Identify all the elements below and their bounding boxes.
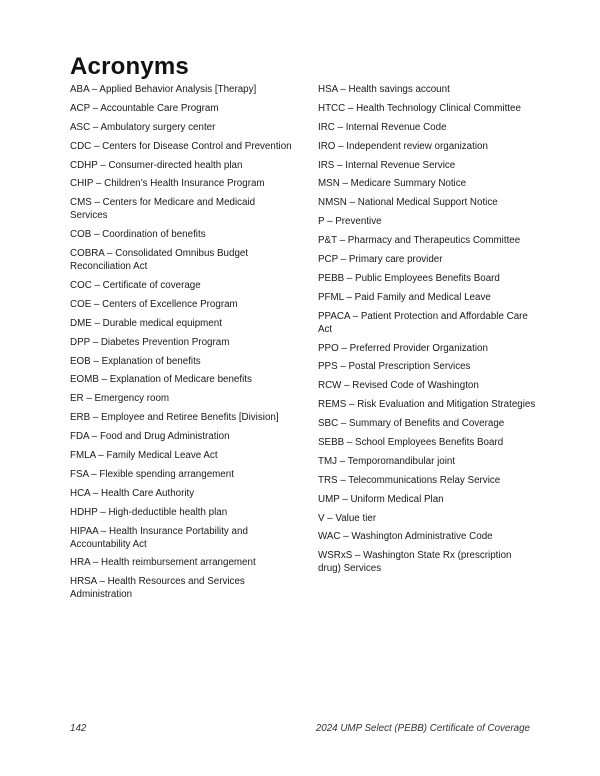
acronym-entry: MSN – Medicare Summary Notice: [318, 178, 467, 190]
acronym-entry: RCW – Revised Code of Washington: [318, 380, 479, 392]
acronym-entry: WAC – Washington Administrative Code: [318, 531, 493, 543]
acronym-entry: SBC – Summary of Benefits and Coverage: [318, 418, 505, 430]
acronym-entry: DPP – Diabetes Prevention Program: [70, 336, 230, 348]
acronym-entry: CHIP – Children’s Health Insurance Program: [70, 178, 265, 190]
page-title: Acronyms: [70, 53, 189, 80]
acronym-entry: HDHP – High-deductible health plan: [70, 506, 228, 518]
acronym-entry: COE – Centers of Excellence Program: [70, 298, 238, 310]
acronym-entry: ERB – Employee and Retiree Benefits [Division]: [70, 412, 279, 424]
acronym-entry: V – Value tier: [318, 512, 377, 524]
acronym-entry: HIPAA – Health Insurance Portability and Accountability Act: [70, 525, 248, 550]
acronym-entry: TMJ – Temporomandibular joint: [318, 455, 456, 467]
acronym-entry: HSA – Health savings account: [318, 84, 450, 95]
acronym-entry: FMLA – Family Medical Leave Act: [70, 450, 218, 462]
acronym-entry: CMS – Centers for Medicare and Medicaid Services: [70, 197, 256, 222]
acronym-entry: ER – Emergency room: [70, 393, 170, 405]
acronym-entry: IRS – Internal Revenue Service: [318, 159, 456, 171]
acronym-entry: CDC – Centers for Disease Control and Prevention: [70, 140, 292, 152]
acronym-entry: ABA – Applied Behavior Analysis [Therapy]: [70, 84, 257, 95]
acronym-entry: COC – Certificate of coverage: [70, 280, 201, 292]
acronym-entry: P – Preventive: [318, 216, 382, 228]
acronym-entry: PCP – Primary care provider: [318, 254, 443, 266]
acronym-entry: PPACA – Patient Protection and Affordable Care Act: [318, 310, 528, 335]
acronym-entry: PPS – Postal Prescription Services: [318, 361, 471, 373]
acronym-entry: HTCC – Health Technology Clinical Committee: [318, 102, 521, 114]
acronym-entry: UMP – Uniform Medical Plan: [318, 493, 444, 505]
acronym-entry: HRA – Health reimbursement arrangement: [70, 557, 256, 569]
acronym-entry: PPO – Preferred Provider Organization: [318, 342, 488, 354]
acronym-entry: REMS – Risk Evaluation and Mitigation Strategies: [318, 399, 536, 411]
acronym-entry: WSRxS – Washington State Rx (prescription drug) Services: [318, 550, 512, 575]
acronym-entry: PEBB – Public Employees Benefits Board: [318, 272, 500, 284]
acronym-entry: FSA – Flexible spending arrangement: [70, 468, 234, 480]
acronym-entry: COB – Coordination of benefits: [70, 229, 206, 241]
acronym-entry: ACP – Accountable Care Program: [70, 102, 219, 114]
acronym-entry: COBRA – Consolidated Omnibus Budget Reconciliation Act: [70, 248, 249, 273]
page-number: 142: [70, 723, 87, 734]
acronym-entry: IRC – Internal Revenue Code: [318, 121, 447, 133]
acronym-entry: CDHP – Consumer-directed health plan: [70, 159, 243, 171]
acronym-entry: PFML – Paid Family and Medical Leave: [318, 291, 491, 303]
acronym-entry: P&T – Pharmacy and Therapeutics Committee: [318, 235, 521, 247]
acronym-entry: NMSN – National Medical Support Notice: [318, 197, 498, 209]
acronym-entry: DME – Durable medical equipment: [70, 317, 222, 329]
acronym-entry: EOMB – Explanation of Medicare benefits: [70, 374, 252, 386]
acronym-list-right: [318, 83, 536, 581]
acronym-entry: ASC – Ambulatory surgery center: [70, 121, 216, 133]
document-title: 2024 UMP Select (PEBB) Certificate of Coverage: [315, 723, 530, 734]
acronym-entry: HRSA – Health Resources and Services Administration: [70, 576, 245, 601]
acronym-entry: SEBB – School Employees Benefits Board: [318, 437, 504, 449]
acronym-list-left: [70, 83, 292, 607]
acronym-entry: IRO – Independent review organization: [318, 140, 488, 152]
acronym-entry: HCA – Health Care Authority: [70, 487, 195, 499]
acronym-entry: FDA – Food and Drug Administration: [70, 431, 230, 443]
acronym-entry: EOB – Explanation of benefits: [70, 355, 201, 367]
acronym-entry: TRS – Telecommunications Relay Service: [318, 474, 501, 486]
